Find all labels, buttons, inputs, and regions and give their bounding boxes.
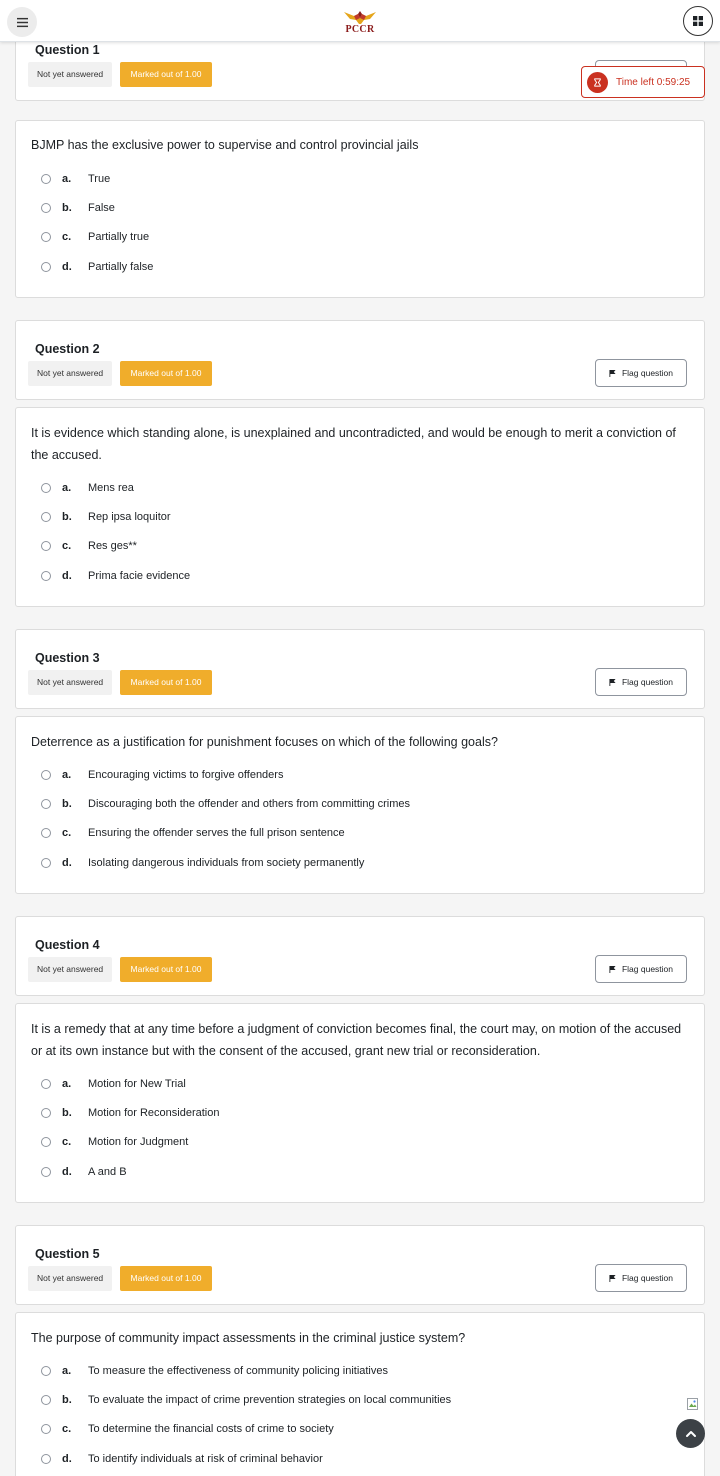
- quiz-timer: [581, 66, 705, 98]
- answer-letter: a.: [62, 768, 72, 781]
- logo-text: PCCR: [345, 24, 375, 35]
- hamburger-icon: [17, 17, 28, 28]
- answer-list: [41, 473, 190, 590]
- back-to-top-button[interactable]: [676, 1419, 705, 1448]
- answer-text[interactable]: Motion for Judgment: [88, 1136, 189, 1149]
- question-info-card: [15, 320, 705, 400]
- question-title: Question 5: [35, 1247, 100, 1261]
- question-text: It is a remedy that at any time before a judgment of conviction becomes final, the court may, on motion of the accused or at its own instance but with the consent of the accused, grant new trial or reconsideration.: [31, 1022, 682, 1058]
- answer-option[interactable]: [41, 1069, 219, 1098]
- marks-badge: Marked out of 1.00: [120, 670, 212, 695]
- question-title: Question 3: [35, 651, 100, 665]
- answer-letter: c.: [62, 827, 72, 840]
- question-title: Question 2: [35, 342, 100, 356]
- radio-button[interactable]: [41, 1366, 51, 1376]
- answer-text[interactable]: To evaluate the impact of crime prevention strategies on local communities: [88, 1393, 452, 1406]
- answer-text[interactable]: A and B: [88, 1165, 127, 1178]
- answer-text[interactable]: Ensuring the offender serves the full prison sentence: [88, 827, 345, 840]
- answer-option[interactable]: [41, 789, 410, 818]
- answer-option[interactable]: [41, 1415, 451, 1444]
- question-title: Question 1: [35, 43, 100, 57]
- answer-text[interactable]: Motion for New Trial: [88, 1077, 186, 1090]
- answer-text[interactable]: Mens rea: [88, 481, 134, 494]
- question-title: Question 4: [35, 938, 100, 952]
- answer-option[interactable]: [41, 848, 410, 877]
- radio-button[interactable]: [41, 483, 51, 493]
- answer-text[interactable]: Motion for Reconsideration: [88, 1106, 220, 1119]
- top-navbar: [0, 0, 720, 42]
- answer-text[interactable]: Partially false: [88, 260, 154, 273]
- status-badge: Not yet answered: [28, 957, 112, 982]
- answer-list: [41, 1069, 219, 1186]
- answer-option[interactable]: [41, 473, 190, 502]
- answer-text[interactable]: Prima facie evidence: [88, 569, 191, 582]
- flag-icon: [609, 370, 616, 377]
- answer-option[interactable]: [41, 1385, 451, 1414]
- radio-button[interactable]: [41, 858, 51, 868]
- radio-button[interactable]: [41, 174, 51, 184]
- answer-letter: b.: [62, 510, 72, 523]
- answer-text[interactable]: False: [88, 201, 115, 214]
- marks-badge: Marked out of 1.00: [120, 1266, 212, 1291]
- radio-button[interactable]: [41, 1424, 51, 1434]
- question-info-card: [15, 629, 705, 709]
- radio-button[interactable]: [41, 1079, 51, 1089]
- radio-button[interactable]: [41, 1137, 51, 1147]
- answer-letter: a.: [62, 481, 72, 494]
- question-text: Deterrence as a justification for punishment focuses on which of the following goals?: [31, 735, 498, 749]
- status-badge: Not yet answered: [28, 670, 112, 695]
- answer-letter: b.: [62, 201, 72, 214]
- question-content-card: [15, 407, 705, 607]
- answer-list: [41, 164, 153, 281]
- answer-option[interactable]: [41, 193, 153, 222]
- answer-option[interactable]: [41, 1444, 451, 1473]
- question-info-card: [15, 1225, 705, 1305]
- radio-button[interactable]: [41, 828, 51, 838]
- answer-option[interactable]: [41, 760, 410, 789]
- answer-letter: c.: [62, 540, 72, 553]
- answer-letter: c.: [62, 231, 72, 244]
- answer-option[interactable]: [41, 1098, 219, 1127]
- marks-badge: Marked out of 1.00: [120, 361, 212, 386]
- answer-letter: d.: [62, 1452, 72, 1465]
- grid-icon: [693, 16, 703, 26]
- question-text: The purpose of community impact assessments in the criminal justice system?: [31, 1331, 466, 1345]
- question-content-card: [15, 1003, 705, 1203]
- answer-text[interactable]: To determine the financial costs of crime to society: [88, 1423, 334, 1436]
- answer-text[interactable]: Partially true: [88, 231, 150, 244]
- radio-button[interactable]: [41, 512, 51, 522]
- answer-letter: a.: [62, 172, 72, 185]
- answer-letter: c.: [62, 1136, 72, 1149]
- answer-letter: d.: [62, 569, 72, 582]
- answer-option[interactable]: [41, 561, 190, 590]
- flag-label: Flag question: [621, 368, 674, 378]
- answer-option[interactable]: [41, 1157, 219, 1186]
- answer-option[interactable]: [41, 252, 153, 281]
- radio-button[interactable]: [41, 262, 51, 272]
- question-text: BJMP has the exclusive power to supervise and control provincial jails: [31, 138, 419, 152]
- status-badge: Not yet answered: [28, 1266, 112, 1291]
- answer-option[interactable]: [41, 819, 410, 848]
- radio-button[interactable]: [41, 1108, 51, 1118]
- flag-label: Flag question: [621, 1273, 674, 1283]
- answer-list: [41, 760, 410, 877]
- flag-question-button[interactable]: [595, 359, 687, 387]
- timer-text: Time left 0:59:25: [616, 76, 691, 88]
- block-drawer-button[interactable]: [683, 6, 713, 36]
- broken-image-icon: [687, 1398, 698, 1410]
- question-text: It is evidence which standing alone, is unexplained and uncontradicted, and would be enough to merit a conviction of the accused.: [31, 426, 676, 462]
- answer-letter: a.: [62, 1077, 72, 1090]
- answer-letter: a.: [62, 1364, 72, 1377]
- radio-button[interactable]: [41, 1167, 51, 1177]
- question-content-card: [15, 716, 705, 894]
- question-content-card: [15, 120, 705, 298]
- answer-text[interactable]: Isolating dangerous individuals from society permanently: [88, 856, 365, 869]
- answer-text[interactable]: To measure the effectiveness of community policing initiatives: [88, 1364, 388, 1377]
- flag-label: Flag question: [621, 964, 674, 974]
- flag-label: Flag question: [621, 677, 674, 687]
- answer-text[interactable]: Encouraging victims to forgive offenders: [88, 768, 284, 781]
- timer-icon: [587, 72, 608, 93]
- flag-icon: [609, 1275, 616, 1282]
- answer-option[interactable]: [41, 164, 153, 193]
- radio-button[interactable]: [41, 770, 51, 780]
- radio-button[interactable]: [41, 1454, 51, 1464]
- flag-icon: [609, 966, 616, 973]
- answer-text[interactable]: To identify individuals at risk of criminal behavior: [88, 1452, 323, 1465]
- radio-button[interactable]: [41, 1395, 51, 1405]
- answer-text[interactable]: Rep ipsa loquitor: [88, 510, 171, 523]
- marks-badge: Marked out of 1.00: [120, 62, 212, 87]
- answer-letter: b.: [62, 1393, 72, 1406]
- answer-list: [41, 1356, 451, 1473]
- flag-icon: [609, 679, 616, 686]
- answer-option[interactable]: [41, 532, 190, 561]
- answer-letter: c.: [62, 1423, 72, 1436]
- drawer-toggle-button[interactable]: [7, 7, 37, 37]
- radio-button[interactable]: [41, 203, 51, 213]
- answer-option[interactable]: [41, 1128, 219, 1157]
- answer-letter: b.: [62, 1106, 72, 1119]
- question-content-card: [15, 1312, 705, 1476]
- question-info-card: [15, 916, 705, 996]
- flag-question-button[interactable]: [595, 955, 687, 983]
- site-logo[interactable]: [342, 9, 378, 35]
- flag-question-button[interactable]: [595, 1264, 687, 1292]
- answer-letter: b.: [62, 797, 72, 810]
- answer-option[interactable]: [41, 502, 190, 531]
- answer-text[interactable]: Discouraging both the offender and others from committing crimes: [88, 797, 411, 810]
- status-badge: Not yet answered: [28, 361, 112, 386]
- answer-text[interactable]: True: [88, 172, 111, 185]
- radio-button[interactable]: [41, 571, 51, 581]
- radio-button[interactable]: [41, 232, 51, 242]
- radio-button[interactable]: [41, 799, 51, 809]
- answer-option[interactable]: [41, 223, 153, 252]
- answer-letter: d.: [62, 1165, 72, 1178]
- status-badge: Not yet answered: [28, 62, 112, 87]
- marks-badge: Marked out of 1.00: [120, 957, 212, 982]
- answer-letter: d.: [62, 260, 72, 273]
- chevron-up-icon: [685, 1428, 697, 1440]
- radio-button[interactable]: [41, 541, 51, 551]
- answer-option[interactable]: [41, 1356, 451, 1385]
- answer-text[interactable]: Res ges**: [88, 540, 137, 553]
- flag-question-button[interactable]: [595, 668, 687, 696]
- answer-letter: d.: [62, 856, 72, 869]
